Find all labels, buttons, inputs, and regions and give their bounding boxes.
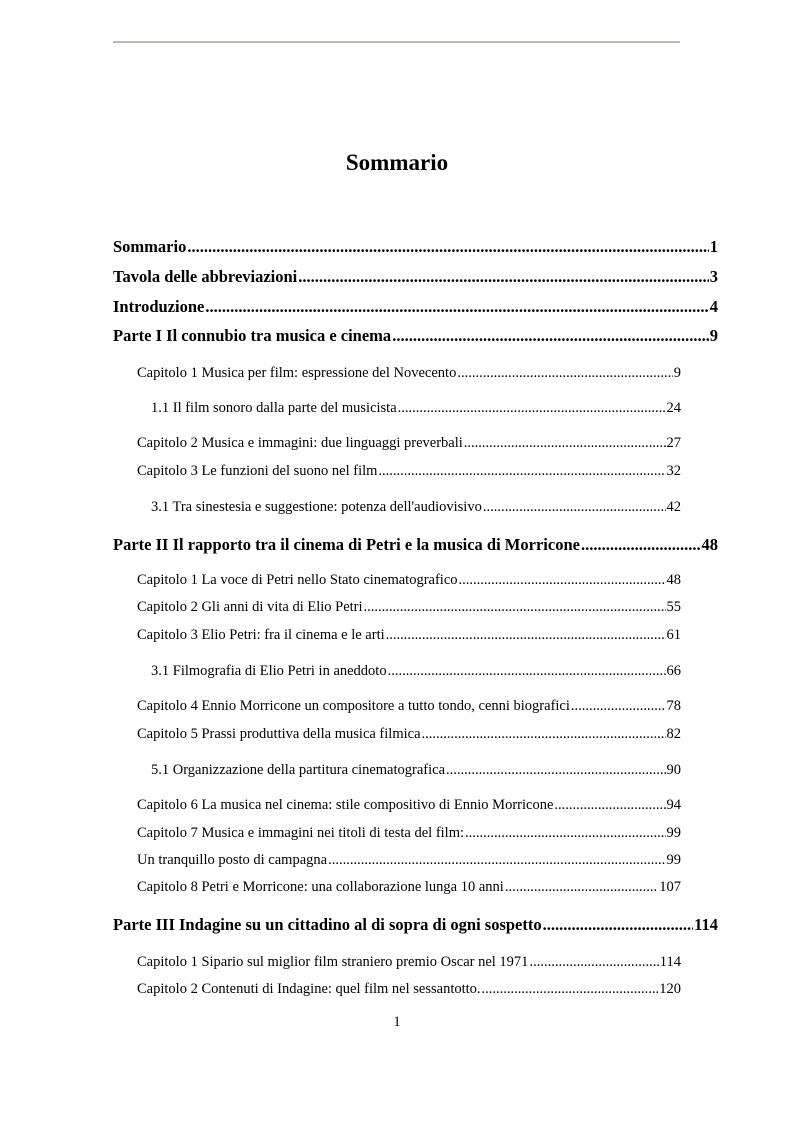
toc-page-number: 120 [659,981,681,997]
toc-page-number: 66 [666,663,681,679]
toc-entry[interactable]: Capitolo 7 Musica e immagini nei titoli di testa del film: ..... 99 [137,825,681,842]
dot-leader [378,463,665,480]
toc-page-number: 9 [673,365,681,381]
toc-page-number: 94 [666,797,681,813]
toc-page-number: 82 [666,726,681,742]
toc-entry[interactable]: Capitolo 3 Elio Petri: fra il cinema e le arti ..... 61 [137,627,681,644]
toc-page-number: 61 [666,627,681,643]
toc-entry[interactable]: Capitolo 2 Gli anni di vita di Elio Petri ..... 55 [137,599,681,616]
dot-leader [505,879,658,896]
dot-leader [529,954,658,971]
toc-entry[interactable]: 5.1 Organizzazione della partitura cinematografica ..... 90 [151,762,681,779]
dot-leader [388,663,666,680]
page-title: Sommario [345,150,449,175]
toc-entry[interactable]: Parte III Indagine su un cittadino al di sopra di ogni sospetto ..... 114 [113,915,718,935]
toc-page-number: 32 [666,463,681,479]
toc-page-number: 42 [666,499,681,515]
toc-entry[interactable]: 1.1 Il film sonoro dalla parte del musicista ..... 24 [151,400,681,417]
dot-leader [464,435,666,452]
toc-entry[interactable]: Capitolo 2 Contenuti di Indagine: quel film nel sessantotto. ..... 120 [137,981,681,998]
toc-page-number: 48 [701,535,718,554]
toc-entry[interactable]: Capitolo 6 La musica nel cinema: stile compositivo di Ennio Morricone ..... 94 [137,797,681,814]
dot-leader [459,572,666,589]
toc-page-number: 107 [659,879,681,895]
toc-entry[interactable]: Capitolo 1 Musica per film: espressione del Novecento ..... 9 [137,365,681,382]
toc-page-number: 4 [709,297,718,316]
dot-leader [422,726,666,743]
dot-leader [298,267,708,287]
toc-entry[interactable]: Sommario ..... 1 [113,237,718,257]
dot-leader [187,237,708,257]
toc-entry[interactable]: Capitolo 5 Prassi produttiva della musica filmica ..... 82 [137,726,681,743]
toc-page-number: 24 [666,400,681,416]
toc-entry[interactable]: Parte II Il rapporto tra il cinema di Petri e la musica di Morricone ..... 48 [113,535,718,555]
toc-page-number: 3 [709,267,718,286]
dot-leader [543,915,694,935]
dot-leader [328,852,665,869]
dot-leader [446,762,665,779]
toc-page-number: 114 [694,915,718,934]
dot-leader [386,627,666,644]
dot-leader [398,400,666,417]
toc-entry[interactable]: Capitolo 8 Petri e Morricone: una collaborazione lunga 10 anni ..... 107 [137,879,681,896]
dot-leader [457,365,672,382]
dot-leader [465,825,665,842]
toc-entry[interactable]: Tavola delle abbreviazioni ..... 3 [113,267,718,287]
toc-page-number: 48 [666,572,681,588]
toc-entry[interactable]: Introduzione ..... 4 [113,297,718,317]
dot-leader [581,535,701,555]
toc-entry[interactable]: Capitolo 1 Sipario sul miglior film straniero premio Oscar nel 1971 ..... 114 [137,954,681,971]
toc-entry[interactable]: Un tranquillo posto di campagna ..... 99 [137,852,681,869]
dot-leader [205,297,708,317]
toc-entry[interactable]: Capitolo 1 La voce di Petri nello Stato cinematografico ..... 48 [137,572,681,589]
toc-page-number: 9 [709,326,718,345]
toc-entry[interactable]: 3.1 Filmografia di Elio Petri in aneddoto ..... 66 [151,663,681,680]
toc-page-number: 114 [659,954,681,970]
toc-page-number: 1 [709,237,718,256]
dot-leader [392,326,709,346]
dot-leader [482,981,659,998]
toc-page-number: 78 [666,698,681,714]
dot-leader [483,499,666,516]
toc-page-number: 99 [666,825,681,841]
toc-entry[interactable]: Capitolo 3 Le funzioni del suono nel film ..... 32 [137,463,681,480]
toc-entry[interactable]: Capitolo 2 Musica e immagini: due linguaggi preverbali ..... 27 [137,435,681,452]
toc-page-number: 99 [666,852,681,868]
toc-entry[interactable]: 3.1 Tra sinestesia e suggestione: potenza dell'audiovisivo ..... 42 [151,499,681,516]
dot-leader [554,797,665,814]
page-number: 1 [393,1014,401,1030]
toc-page-number: 90 [666,762,681,778]
dot-leader [364,599,666,616]
dot-leader [571,698,666,715]
toc-entry[interactable]: Capitolo 4 Ennio Morricone un compositore a tutto tondo, cenni biografici ..... 78 [137,698,681,715]
toc-entry[interactable]: Parte I Il connubio tra musica e cinema ..... 9 [113,326,718,346]
toc-page-number: 27 [666,435,681,451]
toc-page-number: 55 [666,599,681,615]
